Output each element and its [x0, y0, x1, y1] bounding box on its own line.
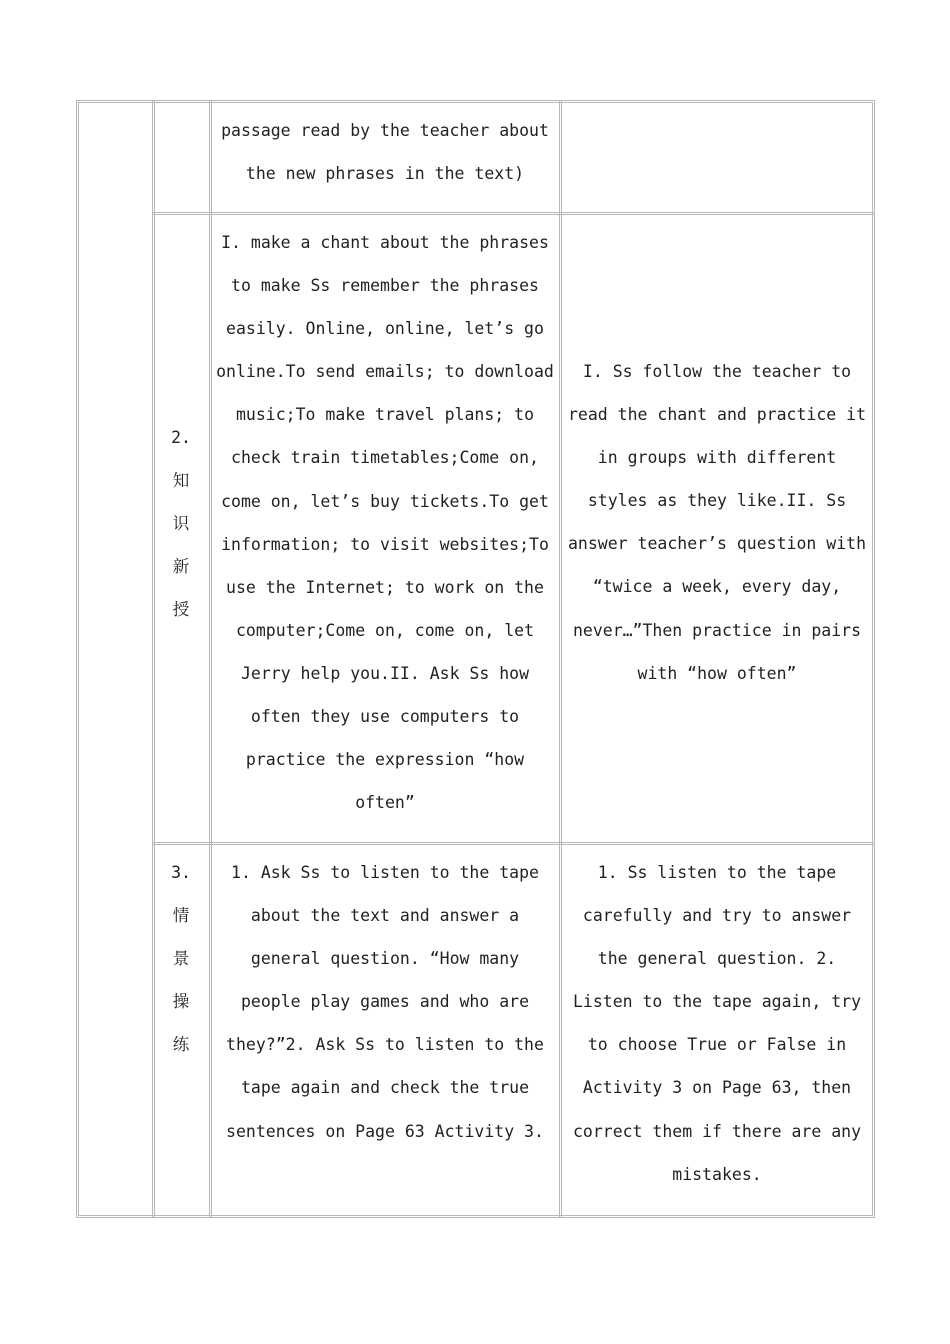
row2-label-char: 知: [172, 471, 190, 491]
row3-label-char: 练: [172, 1035, 190, 1055]
row2-teacher-activity: I. make a chant about the phrases to make Ss remember the phrases easily. Online, online, let’s go online.To send emails; to download music;To make travel plans; to check train timetables;Come on, come on, let’s buy tickets.To get information; to visit websites;To use the Internet; to work on the computer;Come on, come on, let Jerry help you.II. Ask Ss how often they use computers to practice the expression “how often”: [216, 233, 554, 813]
row2-step-number: 2.: [171, 428, 191, 447]
row2-label-char: 识: [172, 514, 190, 534]
row2-student-activity: I. Ss follow the teacher to read the chant and practice it in groups with different styles as they like.II. Ss answer teacher’s question with “twice a week, every day, never…”Then practice in pairs with “how often”: [568, 362, 867, 683]
row3-step-number: 3.: [171, 863, 191, 882]
row3-student-activity: 1. Ss listen to the tape carefully and try to answer the general question. 2. Listen to the tape again, try to choose True or False in Activity 3 on Page 63, then correct them if there are any mistakes.: [572, 863, 862, 1184]
row3-label-char: 操: [172, 992, 190, 1012]
table-column-divider: [559, 100, 562, 1218]
table-row-divider: [152, 212, 875, 215]
row2-label-char: 新: [172, 557, 190, 577]
row1-teacher-activity: passage read by the teacher about the new phrases in the text): [221, 121, 549, 184]
row2-label-char: 授: [172, 600, 190, 620]
table-column-divider: [209, 100, 212, 1218]
row2-step-label: [153, 416, 209, 631]
row3-step-label: [153, 851, 209, 1066]
row3-label-char: 景: [172, 949, 190, 969]
table-row-divider: [152, 842, 875, 845]
row3-label-char: 情: [172, 906, 190, 926]
row3-teacher-activity: 1. Ask Ss to listen to the tape about the text and answer a general question. “How many people play games and who are they?”2. Ask Ss to listen to the tape again and check the true sentences on Page 63 Activity 3.: [226, 863, 544, 1141]
